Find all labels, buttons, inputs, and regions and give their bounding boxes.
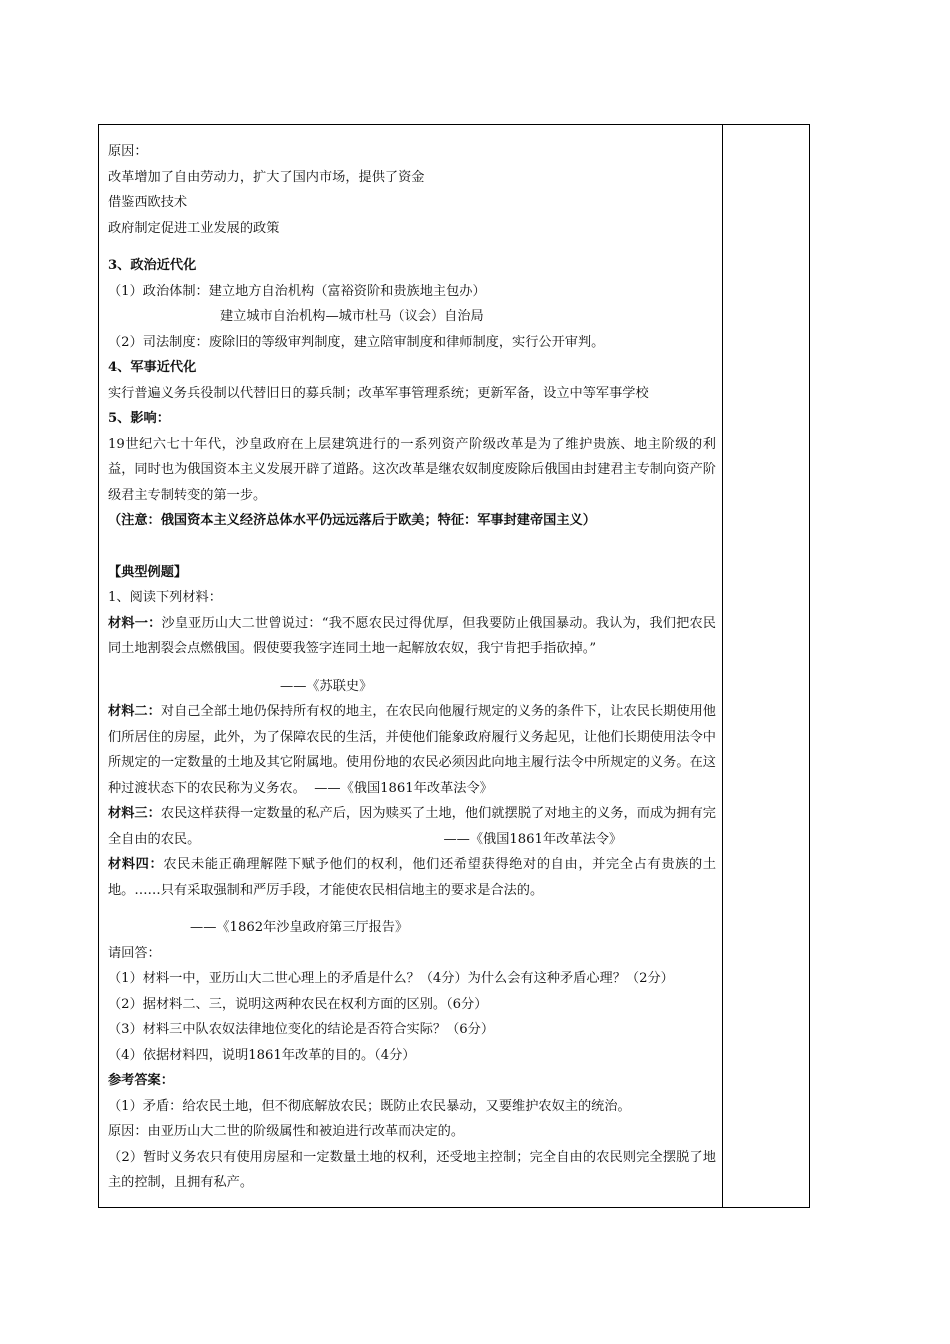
impact-note: （注意：俄国资本主义经济总体水平仍远远落后于欧美；特征：军事封建帝国主义）	[108, 513, 596, 528]
material-text: 农民未能正确理解陛下赋予他们的权利，他们还希望获得绝对的自由，并完全占有贵族的土地。……只有采取强制和严厉手段，才能使农民相信地主的要求是合法的。	[108, 857, 717, 898]
material-label: 材料四：	[108, 857, 164, 872]
material-source: ——《1862年沙皇政府第三厅报告》	[190, 920, 409, 935]
material-2	[108, 699, 716, 801]
section-heading-military: 4、军事近代化	[108, 360, 197, 375]
material-source: ——《苏联史》	[280, 678, 373, 694]
material-4	[108, 852, 716, 903]
material-label: 材料一：	[108, 615, 162, 631]
examples-heading: 【典型例题】	[108, 564, 188, 580]
material-label: 材料三：	[108, 806, 161, 821]
political-line: 建立城市自治机构—城市杜马（议会）自治局	[220, 309, 484, 324]
political-line: （1）政治体制：建立地方自治机构（富裕资阶和贵族地主包办）	[108, 283, 486, 299]
section-heading-impact: 5、影响：	[108, 411, 170, 426]
content-table	[98, 124, 810, 1208]
material-source: ——《俄国1861年改革法令》	[314, 780, 493, 796]
column-divider	[722, 125, 723, 1207]
section-heading-political: 3、政治近代化	[108, 258, 197, 273]
examples-intro: 1、阅读下列材料：	[108, 590, 222, 605]
material-text: 沙皇亚历山大二世曾说过：“我不愿农民过得优厚，但我要防止俄国暴动。我认为，我们把农民同土地割裂会点燃俄国。假使要我签字连同土地一起解放农奴，我宁肯把手指砍掉。”	[108, 615, 716, 656]
ask-label: 请回答：	[108, 945, 161, 961]
material-text: 农民这样获得一定数量的私产后，因为赎买了土地，他们就摆脱了对地主的义务，而成为拥有完全自由的农民。	[108, 806, 716, 847]
military-line: 实行普遍义务兵役制以代替旧日的募兵制；改革军事管理系统；更新军备，设立中等军事学校	[108, 385, 649, 401]
reason-line: 政府制定促进工业发展的政策	[108, 220, 280, 236]
question-1: （1）材料一中，亚历山大二世心理上的矛盾是什么？（4分）为什么会有这种矛盾心理？（2分）	[108, 971, 674, 986]
material-3	[108, 801, 716, 852]
answer-heading: 参考答案：	[108, 1073, 174, 1088]
political-line: （2）司法制度：废除旧的等级审判制度，建立陪审制度和律师制度，实行公开审判。	[108, 334, 605, 350]
question-2: （2）据材料二、三，说明这两种农民在权利方面的区别。（6分）	[108, 996, 488, 1012]
impact-paragraph: 19世纪六七十年代，沙皇政府在上层建筑进行的一系列资产阶级改革是为了维护贵族、地主阶级的利益，同时也为俄国资本主义发展开辟了道路。这次改革是继农奴制度废除后俄国由封建君主专制向资产阶级君主专制转变的第一步。	[108, 436, 716, 503]
reasons-label: 原因：	[108, 144, 148, 159]
answer-1-reason: 原因：由亚历山大二世的阶级属性和被迫进行改革而决定的。	[108, 1124, 465, 1139]
material-1	[108, 611, 716, 662]
reason-line: 改革增加了自由劳动力，扩大了国内市场，提供了资金	[108, 169, 425, 185]
main-cell	[108, 139, 716, 1196]
answer-1: （1）矛盾：给农民土地，但不彻底解放农民；既防止农民暴动，又要维护农奴主的统治。	[108, 1098, 631, 1114]
material-source: ——《俄国1861年改革法令》	[443, 831, 623, 847]
question-4: （4）依据材料四，说明1861年改革的目的。（4分）	[108, 1047, 416, 1063]
answer-2: （2）暂时义务农只有使用房屋和一定数量土地的权利，还受地主控制；完全自由的农民则完全摆脱了地主的控制，且拥有私产。	[108, 1149, 716, 1190]
material-text: 对自己全部土地仍保持所有权的地主，在农民向他履行规定的义务的条件下，让农民长期使用他们所居住的房屋，此外，为了保障农民的生活，并使他们能象政府履行义务起见，让他们长期使用法令中所规定的一定数量的土地及其它附属地。使用份地的农民必须因此向地主履行法令中所规定的义务。在这种过渡状态下的农民称为义务农。	[108, 704, 716, 796]
reason-line: 借鉴西欧技术	[108, 195, 188, 210]
material-label: 材料二：	[108, 704, 161, 719]
question-3: （3）材料三中队农奴法律地位变化的结论是否符合实际？（6分）	[108, 1022, 495, 1037]
